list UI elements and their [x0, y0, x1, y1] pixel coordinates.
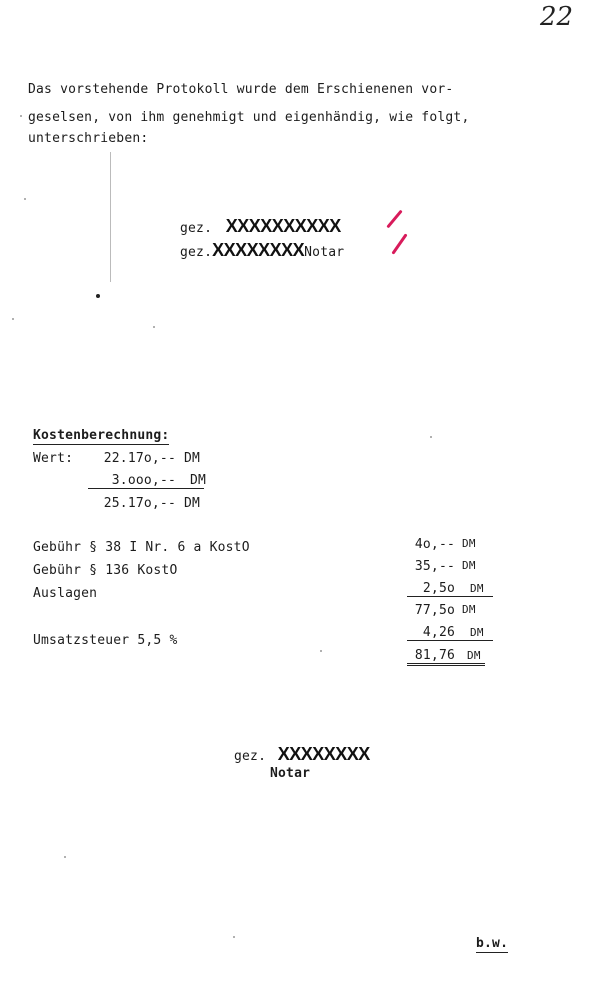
signature-1: [180, 216, 341, 237]
paragraph-line-3: unterschrieben:: [28, 131, 149, 146]
scan-speck: [12, 318, 14, 320]
total-amount: 81,76: [414, 648, 455, 663]
signature-2-name: XXXXXXXX: [212, 240, 305, 260]
footer-bw: b.w.: [476, 936, 509, 951]
wert-unit-1: DM: [184, 451, 201, 466]
wert-unit-2: DM: [190, 473, 207, 488]
scan-speck: [153, 326, 155, 328]
scan-speck: [320, 650, 322, 652]
scan-speck: [20, 115, 22, 117]
wert-value-2: 3.ooo,--: [111, 473, 176, 488]
paragraph-line-1: Das vorstehende Protokoll wurde dem Erschienenen vor-: [28, 82, 454, 97]
total-row: [407, 648, 485, 666]
paragraph-line-2: geselsen, von ihm genehmigt und eigenhändig, wie folgt,: [28, 110, 470, 125]
tax-label: Umsatzsteuer 5,5 %: [33, 633, 178, 648]
item-amount-1: 4o,--: [414, 537, 455, 552]
tax-amount: 4,26: [422, 625, 455, 640]
item-amount-3: 2,5o: [422, 581, 455, 596]
final-signature: [234, 744, 370, 765]
item-unit-3: DM: [470, 582, 484, 595]
final-signature-prefix: gez.: [234, 749, 267, 764]
item-label-3: Auslagen: [33, 586, 98, 601]
signature-2-suffix: Notar: [304, 245, 345, 260]
wert-value-1: 22.17o,--: [103, 451, 176, 466]
wert-value-3: 25.17o,--: [103, 496, 176, 511]
scan-artifact-line: [110, 152, 111, 282]
costs-heading: Kostenberechnung:: [33, 428, 170, 443]
total-unit: DM: [467, 649, 481, 662]
subtotal-amount: 77,5o: [414, 603, 455, 618]
wert-row-2: [88, 473, 207, 489]
scan-speck: [233, 936, 235, 938]
item-label-1: Gebühr § 38 I Nr. 6 a KostO: [33, 540, 250, 555]
item-amount-2: 35,--: [414, 559, 455, 574]
signature-2-prefix: gez.: [180, 245, 213, 260]
check-mark-1: [386, 210, 402, 229]
tax-row-amount: [407, 625, 493, 641]
tax-unit: DM: [470, 626, 484, 639]
signature-1-name: XXXXXXXXXX: [225, 216, 341, 236]
scan-speck: [430, 436, 432, 438]
final-signature-title: Notar: [270, 766, 311, 781]
final-signature-name: XXXXXXXX: [277, 744, 370, 764]
scan-speck: [24, 198, 26, 200]
scan-speck: [64, 856, 66, 858]
signature-2: [180, 240, 344, 261]
item-label-2: Gebühr § 136 KostO: [33, 563, 178, 578]
wert-label: Wert:: [33, 451, 74, 466]
item-unit-1: DM: [462, 537, 476, 550]
signature-1-prefix: gez.: [180, 221, 213, 236]
page-number: 22: [540, 2, 574, 32]
wert-unit-3: DM: [184, 496, 201, 511]
ink-dot: [96, 294, 100, 298]
check-mark-2: [391, 233, 407, 254]
item-row-3-amount: [407, 581, 493, 597]
item-unit-2: DM: [462, 559, 476, 572]
subtotal-unit: DM: [462, 603, 476, 616]
